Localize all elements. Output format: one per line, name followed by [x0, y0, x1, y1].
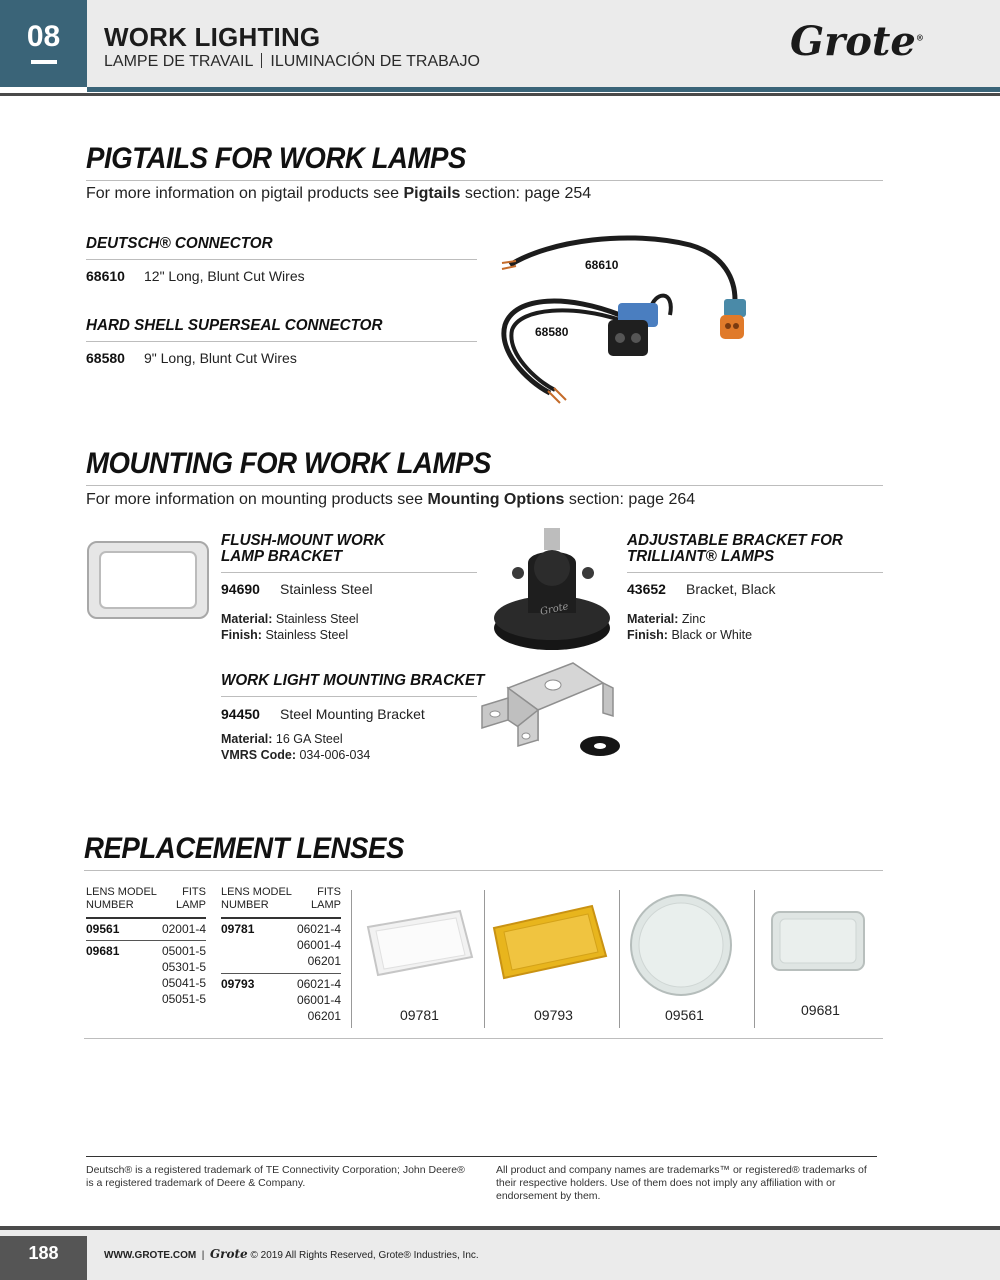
adjustable-bracket-description: Bracket, Black — [686, 581, 776, 597]
lens-09561-image — [628, 892, 734, 998]
deutsch-heading: DEUTSCH® CONNECTOR — [86, 235, 273, 252]
flush-mount-part-number: 94690 — [221, 581, 260, 597]
footnote-right: All product and company names are trademarks™ or registered® trademarks of their respective holders. Use of them does not imply any affiliation with or endorsement by them. — [496, 1164, 867, 1202]
page-number: 188 — [0, 1236, 87, 1280]
footer-grote-logo: Grote — [209, 1247, 248, 1261]
adjustable-bracket-heading-line1: ADJUSTABLE BRACKET FOR — [627, 532, 843, 549]
lens-caption-09781: 09781 — [400, 1007, 439, 1023]
lens-table-header-rule-right — [221, 917, 341, 919]
header-accent-rule — [87, 87, 1000, 92]
flush-mount-material: Material: Stainless Steel — [221, 612, 359, 626]
flush-mount-finish: Finish: Stainless Steel — [221, 628, 349, 642]
lens-table-row-rule-right — [221, 973, 341, 974]
lenses-heading: REPLACEMENT LENSES — [84, 832, 404, 865]
page-title: WORK LIGHTING — [104, 22, 321, 52]
footer-divider: | — [199, 1250, 208, 1261]
lens-fits-09681-b: 05301-5 — [161, 960, 206, 974]
adjustable-bracket-image — [488, 518, 618, 658]
lens-col-model-header-right: LENS MODEL NUMBER — [221, 886, 292, 911]
pigtails-info — [86, 185, 591, 203]
lens-fits-09561: 02001-4 — [161, 922, 206, 936]
lens-model-09561: 09561 — [86, 922, 120, 936]
work-light-bracket-part-number: 94450 — [221, 706, 260, 722]
section-number-tab — [0, 0, 87, 87]
subtitle-french: LAMPE DE TRAVAIL — [104, 53, 254, 70]
adjustable-bracket-rule — [627, 572, 883, 573]
flush-mount-heading-line2: LAMP BRACKET — [221, 548, 343, 565]
footer-text — [104, 1247, 479, 1261]
lens-caption-09793: 09793 — [534, 1007, 573, 1023]
superseal-rule — [86, 341, 477, 342]
lens-09793-image — [490, 902, 612, 982]
lens-col-model-header-left: LENS MODEL NUMBER — [86, 886, 157, 911]
lens-col-fits-header-left: FITS LAMP — [176, 886, 206, 911]
lens-model-09793: 09793 — [221, 977, 255, 991]
lens-col-fits-header-right: FITS LAMP — [311, 886, 341, 911]
logo-text: Grote — [790, 18, 916, 65]
lens-fits-09793-c: 06201 — [307, 1009, 341, 1023]
mounting-rule — [86, 485, 883, 486]
footer-website-link[interactable]: WWW.GROTE.COM — [104, 1250, 197, 1261]
pigtail-image-label-68610: 68610 — [585, 258, 619, 272]
lens-model-09781: 09781 — [221, 922, 255, 936]
mounting-info-suffix: section: page 264 — [568, 491, 696, 508]
adjustable-bracket-finish: Finish: Black or White — [627, 628, 753, 642]
flush-mount-rule — [221, 572, 477, 573]
footnote-rule — [86, 1156, 877, 1157]
lens-fits-09781-b: 06001-4 — [296, 938, 341, 952]
work-light-bracket-description: Steel Mounting Bracket — [280, 706, 425, 722]
adjustable-bracket-material: Material: Zinc — [627, 612, 706, 626]
work-light-bracket-rule — [221, 696, 477, 697]
section-number-underline — [31, 60, 57, 64]
lens-divider-1 — [351, 890, 352, 1028]
section-number: 08 — [26, 20, 61, 53]
lens-fits-09781-c: 06201 — [307, 954, 341, 968]
mounting-info-link[interactable]: Mounting Options — [427, 491, 565, 508]
lenses-bottom-rule — [84, 1038, 883, 1039]
subtitle-separator — [261, 53, 262, 68]
lens-divider-2 — [484, 890, 485, 1028]
page-subtitle — [104, 53, 480, 71]
lens-table-row-rule-left — [86, 940, 206, 941]
grote-logo — [790, 18, 924, 65]
deutsch-part-number: 68610 — [86, 268, 125, 284]
pigtails-image — [490, 225, 760, 415]
footer-rule — [0, 1226, 1000, 1230]
bracket-logo: Grote — [539, 601, 570, 618]
logo-mark: ® — [915, 32, 924, 43]
flush-mount-bracket-image — [84, 538, 212, 622]
lens-divider-4 — [754, 890, 755, 1028]
deutsch-rule — [86, 259, 477, 260]
footer-copyright: © 2019 All Rights Reserved, Grote® Industries, Inc. — [250, 1250, 479, 1261]
work-light-bracket-material: Material: 16 GA Steel — [221, 732, 343, 746]
pigtail-image-label-68580: 68580 — [535, 325, 569, 339]
deutsch-description: 12" Long, Blunt Cut Wires — [144, 268, 305, 284]
lens-caption-09561: 09561 — [665, 1007, 704, 1023]
lens-fits-09681-a: 05001-5 — [161, 944, 206, 958]
lens-caption-09681: 09681 — [801, 1002, 840, 1018]
superseal-heading: HARD SHELL SUPERSEAL CONNECTOR — [86, 317, 383, 334]
lens-table-header-rule-left — [86, 917, 206, 919]
work-light-bracket-vmrs: VMRS Code: 034-006-034 — [221, 748, 371, 762]
subtitle-spanish: ILUMINACIÓN DE TRABAJO — [270, 53, 480, 70]
lens-fits-09793-b: 06001-4 — [296, 993, 341, 1007]
lens-09781-image — [360, 905, 476, 981]
lens-fits-09681-c: 05041-5 — [161, 976, 206, 990]
lens-divider-3 — [619, 890, 620, 1028]
mounting-info-prefix: For more information on mounting products see — [86, 491, 424, 508]
superseal-part-number: 68580 — [86, 350, 125, 366]
footnote-left: Deutsch® is a registered trademark of TE Connectivity Corporation; John Deere® is a registered trademark of Deere & Company. — [86, 1164, 465, 1189]
flush-mount-heading-line1: FLUSH-MOUNT WORK — [221, 532, 385, 549]
pigtails-heading: PIGTAILS FOR WORK LAMPS — [86, 142, 466, 175]
steel-bracket-image — [478, 658, 628, 764]
work-light-bracket-heading: WORK LIGHT MOUNTING BRACKET — [221, 672, 485, 689]
pigtails-rule — [86, 180, 883, 181]
lens-model-09681: 09681 — [86, 944, 120, 958]
pigtails-info-link[interactable]: Pigtails — [403, 185, 461, 202]
mounting-heading: MOUNTING FOR WORK LAMPS — [86, 447, 491, 480]
header-dark-rule — [0, 93, 1000, 96]
lens-09681-image — [768, 908, 868, 974]
adjustable-bracket-heading-line2: TRILLIANT® LAMPS — [627, 548, 775, 565]
pigtails-info-suffix: section: page 254 — [464, 185, 592, 202]
flush-mount-description: Stainless Steel — [280, 581, 373, 597]
pigtails-info-prefix: For more information on pigtail products see — [86, 185, 400, 202]
lens-fits-09793-a: 06021-4 — [296, 977, 341, 991]
lens-fits-09681-d: 05051-5 — [161, 992, 206, 1006]
mounting-info — [86, 491, 695, 509]
lenses-rule — [84, 870, 883, 871]
superseal-description: 9" Long, Blunt Cut Wires — [144, 350, 297, 366]
lens-fits-09781-a: 06021-4 — [296, 922, 341, 936]
adjustable-bracket-part-number: 43652 — [627, 581, 666, 597]
